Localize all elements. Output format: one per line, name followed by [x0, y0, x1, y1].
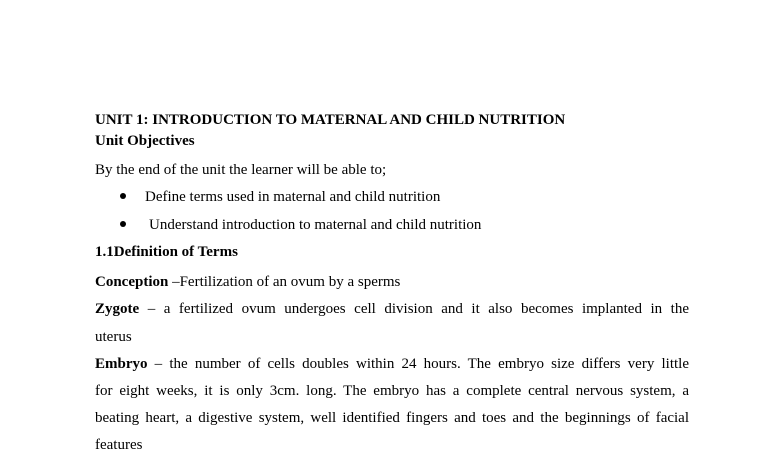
- term-zygote: Zygote: [95, 301, 140, 317]
- definition-text: – a fertilized ovum undergoes cell division and it also becomes implanted in the: [139, 301, 689, 317]
- definition-embryo-line-2: for eight weeks, it is only 3cm. long. The embryo has a complete central nervous system, a: [95, 383, 689, 399]
- definition-conception: [95, 273, 400, 291]
- section-heading: 1.1Definition of Terms: [95, 244, 238, 260]
- definition-embryo-line-4: features: [95, 437, 143, 453]
- definition-embryo-line-3: beating heart, a digestive system, well identified fingers and toes and the beginnings of facial: [95, 410, 689, 426]
- bullet-icon: [120, 221, 126, 227]
- term-conception: Conception: [95, 274, 169, 290]
- objective-item-2: Understand introduction to maternal and child nutrition: [149, 217, 482, 233]
- unit-heading: UNIT 1: INTRODUCTION TO MATERNAL AND CHILD NUTRITION: [95, 112, 566, 128]
- definition-text: – the number of cells doubles within 24 hours. The embryo size differs very little: [147, 356, 689, 372]
- bullet-icon: [120, 193, 126, 199]
- definition-zygote-line-2: uterus: [95, 329, 132, 345]
- objectives-intro: By the end of the unit the learner will be able to;: [95, 162, 387, 178]
- definition-embryo-line-1: [95, 355, 689, 373]
- definition-zygote-line-1: [95, 300, 689, 318]
- objective-item-1: Define terms used in maternal and child nutrition: [145, 189, 441, 205]
- definition-text: –Fertilization of an ovum by a sperms: [168, 274, 401, 290]
- term-embryo: Embryo: [95, 356, 148, 372]
- objectives-heading: Unit Objectives: [95, 133, 195, 149]
